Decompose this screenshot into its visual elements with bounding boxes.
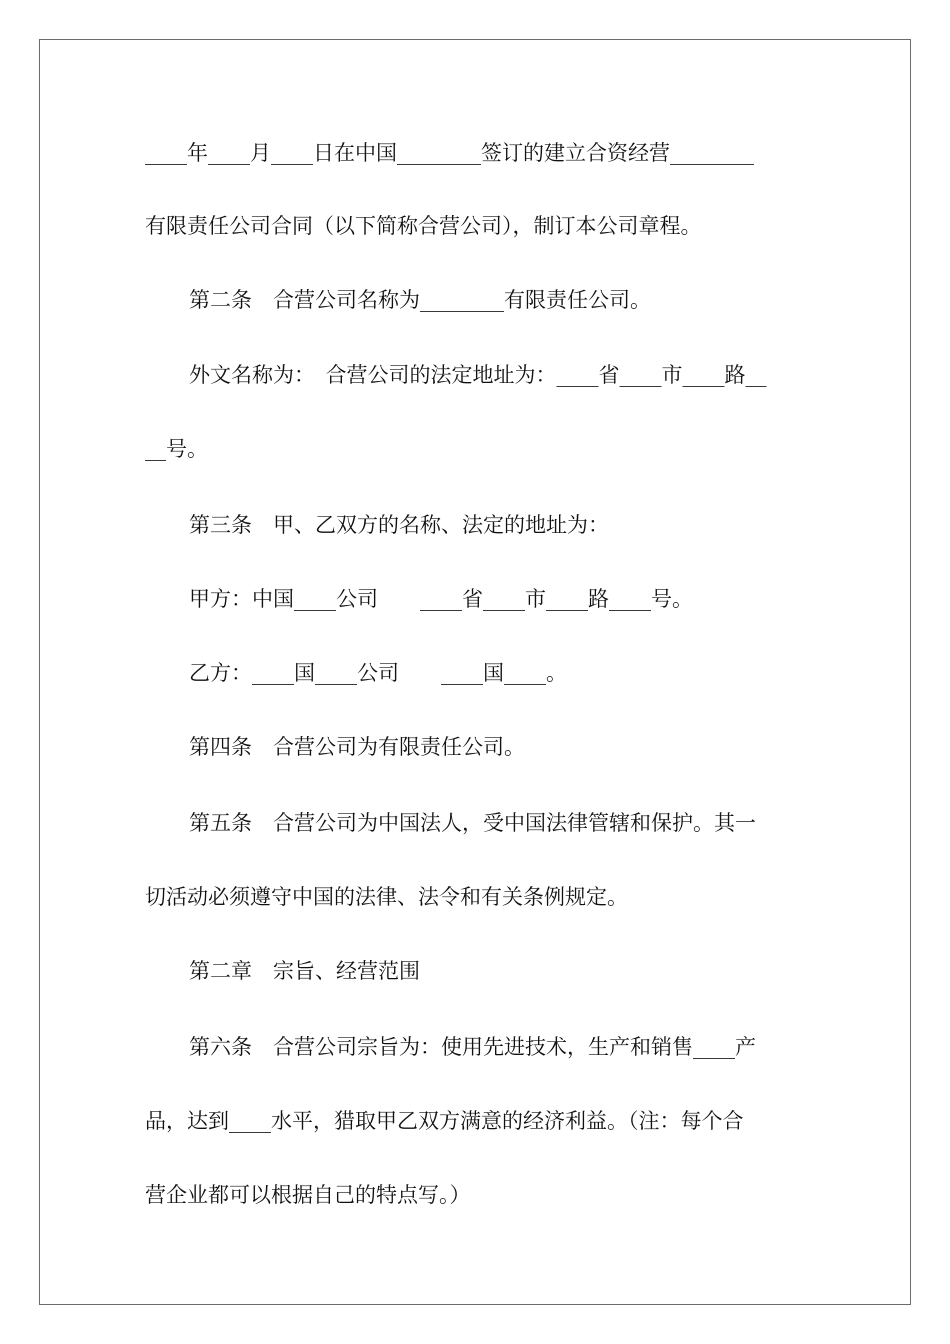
article-4: 第四条 合营公司为有限责任公司。 — [189, 735, 525, 759]
text-line-signing-date: ____年____月____日在中国________签订的建立合资经营________ — [145, 141, 754, 165]
chapter-2-heading: 第二章 宗旨、经营范围 — [189, 959, 420, 983]
article-5-continued: 切活动必须遵守中国的法律、法令和有关条例规定。 — [145, 885, 628, 909]
article-6: 第六条 合营公司宗旨为：使用先进技术，生产和销售____产 — [189, 1035, 756, 1059]
text-line-contract-reference: 有限责任公司合同（以下简称合营公司），制订本公司章程。 — [145, 214, 702, 238]
article-2-foreign-name-address: 外文名称为： 合营公司的法定地址为：____省____市____路__ — [189, 363, 767, 387]
article-6-continued: 品，达到____水平，猎取甲乙双方满意的经济利益。（注：每个合 — [145, 1109, 744, 1133]
article-5: 第五条 合营公司为中国法人，受中国法律管辖和保护。其一 — [189, 811, 756, 835]
article-2-company-name: 第二条 合营公司名称为________有限责任公司。 — [189, 288, 651, 312]
article-3-parties: 第三条 甲、乙双方的名称、法定的地址为： — [189, 513, 609, 537]
article-2-address-continued: __号。 — [145, 437, 208, 461]
party-b-line: 乙方：____国____公司 ____国____。 — [189, 661, 567, 685]
party-a-line: 甲方：中国____公司 ____省____市____路____号。 — [189, 587, 693, 611]
article-6-note: 营企业都可以根据自己的特点写。） — [145, 1183, 471, 1207]
